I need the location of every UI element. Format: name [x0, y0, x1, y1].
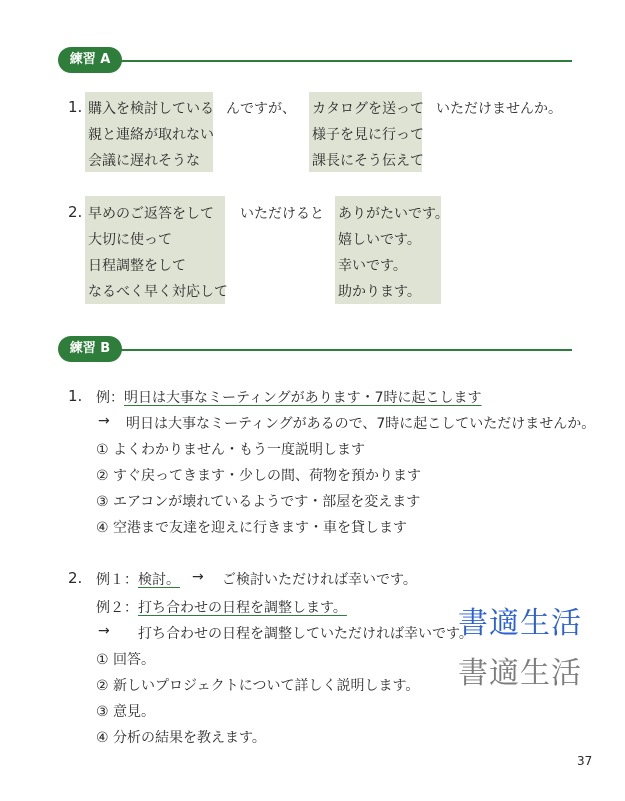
question-number: 2.: [68, 569, 83, 587]
exercise-item: ③ エアコンが壊れているようです・部屋を変えます: [96, 494, 421, 510]
option-text: 早めのご返答をして: [88, 206, 214, 222]
example-text: 検討。: [138, 572, 180, 588]
section-b-label: 練習 B: [58, 336, 122, 362]
watermark-gray: 書適生活: [458, 656, 582, 691]
arrow: →: [98, 413, 110, 429]
watermark-blue: 書適生活: [458, 606, 582, 641]
option-text: 助かります。: [338, 284, 421, 300]
option-text: 幸いです。: [338, 258, 407, 274]
example-prefix: 例：: [96, 390, 124, 406]
connector-text: んですが、: [226, 101, 296, 117]
example-answer: 打ち合わせの日程を調整していただければ幸いです。: [138, 626, 473, 642]
option-text: 嬉しいです。: [338, 232, 421, 248]
ending-text: いただけませんか。: [436, 101, 562, 117]
exercise-item: ④ 分析の結果を教えます。: [96, 730, 266, 746]
exercise-item: ③ 意見。: [96, 704, 156, 720]
option-text: 会議に遅れそうな: [88, 153, 200, 169]
section-b-rule: [120, 349, 572, 351]
option-text: 課長にそう伝えて: [312, 153, 424, 169]
question-number: 1.: [68, 98, 83, 116]
option-text: 親と連絡が取れない: [88, 127, 214, 143]
arrow: →: [98, 623, 110, 639]
exercise-item: ② 新しいプロジェクトについて詳しく説明します。: [96, 678, 420, 694]
option-text: 大切に使って: [88, 232, 172, 248]
exercise-item: ② すぐ戻ってきます・少しの間、荷物を預かります: [96, 468, 421, 484]
example-answer: ご検討いただければ幸いです。: [222, 572, 417, 588]
option-text: カタログを送って: [312, 101, 424, 117]
section-a-label: 練習 A: [58, 47, 122, 73]
example-answer: 明日は大事なミーティングがあるので、7時に起こしていただけませんか。: [126, 416, 596, 432]
arrow: →: [192, 569, 204, 585]
option-text: なるべく早く対応して: [88, 284, 228, 300]
question-number: 2.: [68, 203, 83, 221]
example-prefix: 例２：: [96, 600, 138, 616]
example-text: 明日は大事なミーティングがあります・7時に起こします: [124, 390, 482, 406]
option-text: 日程調整をして: [88, 258, 186, 274]
section-a-rule: [120, 60, 572, 62]
exercise-item: ① よくわかりません・もう一度説明します: [96, 442, 365, 458]
option-text: ありがたいです。: [338, 206, 449, 222]
connector-text: いただけると: [240, 206, 324, 222]
page-number: 37: [577, 754, 593, 768]
option-text: 様子を見に行って: [312, 127, 424, 143]
example-text: 打ち合わせの日程を調整します。: [138, 600, 347, 616]
exercise-item: ④ 空港まで友達を迎えに行きます・車を貸します: [96, 520, 407, 536]
example-prefix: 例１：: [96, 572, 138, 588]
question-number: 1.: [68, 387, 83, 405]
exercise-item: ① 回答。: [96, 652, 156, 668]
option-text: 購入を検討している: [88, 101, 214, 117]
